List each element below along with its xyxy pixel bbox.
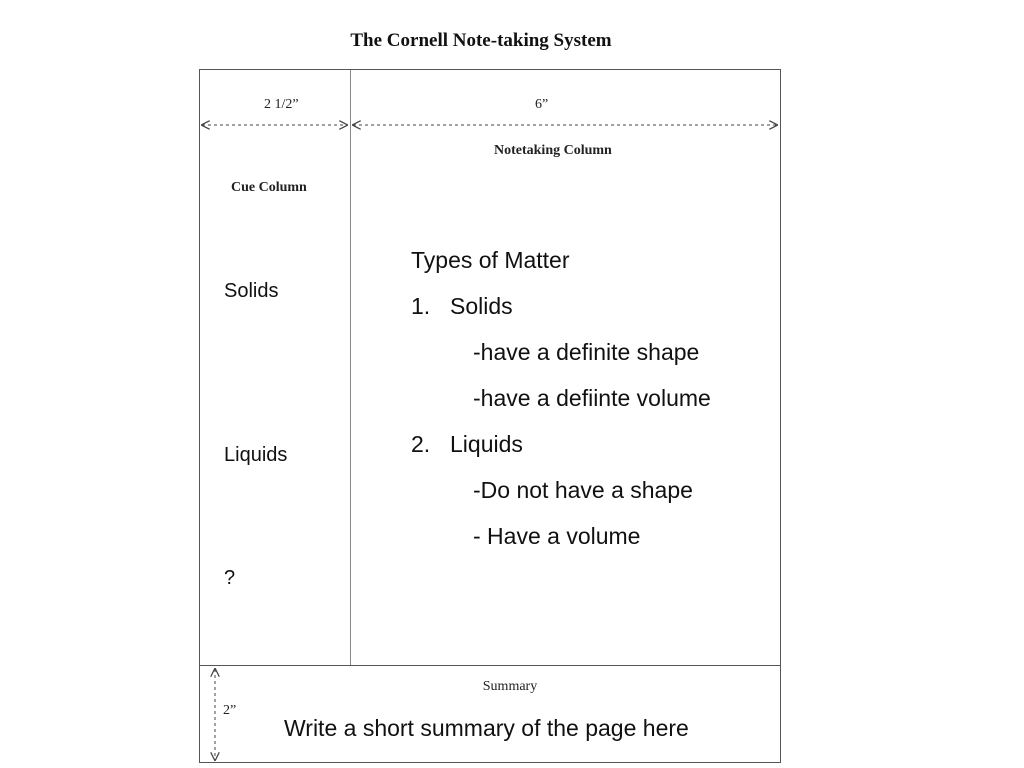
note-detail: -Do not have a shape	[473, 477, 693, 503]
note-item-number: 1.	[411, 293, 431, 319]
cue-column-heading: Cue Column	[231, 180, 307, 195]
summary-text: Write a short summary of the page here	[284, 715, 689, 741]
note-item-number: 2.	[411, 431, 431, 457]
note-item-label: Liquids	[450, 431, 523, 457]
cornell-page-frame	[199, 69, 781, 763]
note-detail: -have a defiinte volume	[473, 385, 711, 411]
cue-width-label: 2 1/2”	[264, 97, 299, 112]
notes-heading: Types of Matter	[411, 247, 570, 273]
summary-heading: Summary	[482, 679, 538, 694]
summary-height-label: 2”	[223, 703, 237, 718]
cue-item: Solids	[224, 280, 279, 302]
cue-item: ?	[224, 567, 236, 589]
summary-divider	[200, 665, 780, 666]
notetaking-column-heading: Notetaking Column	[494, 143, 612, 158]
cue-column-divider	[350, 70, 351, 665]
note-item-label: Solids	[450, 293, 513, 319]
notes-width-label: 6”	[535, 97, 549, 112]
page-title: The Cornell Note-taking System	[350, 30, 612, 51]
note-detail: - Have a volume	[473, 523, 641, 549]
note-detail: -have a definite shape	[473, 339, 700, 365]
cue-item: Liquids	[224, 444, 288, 466]
